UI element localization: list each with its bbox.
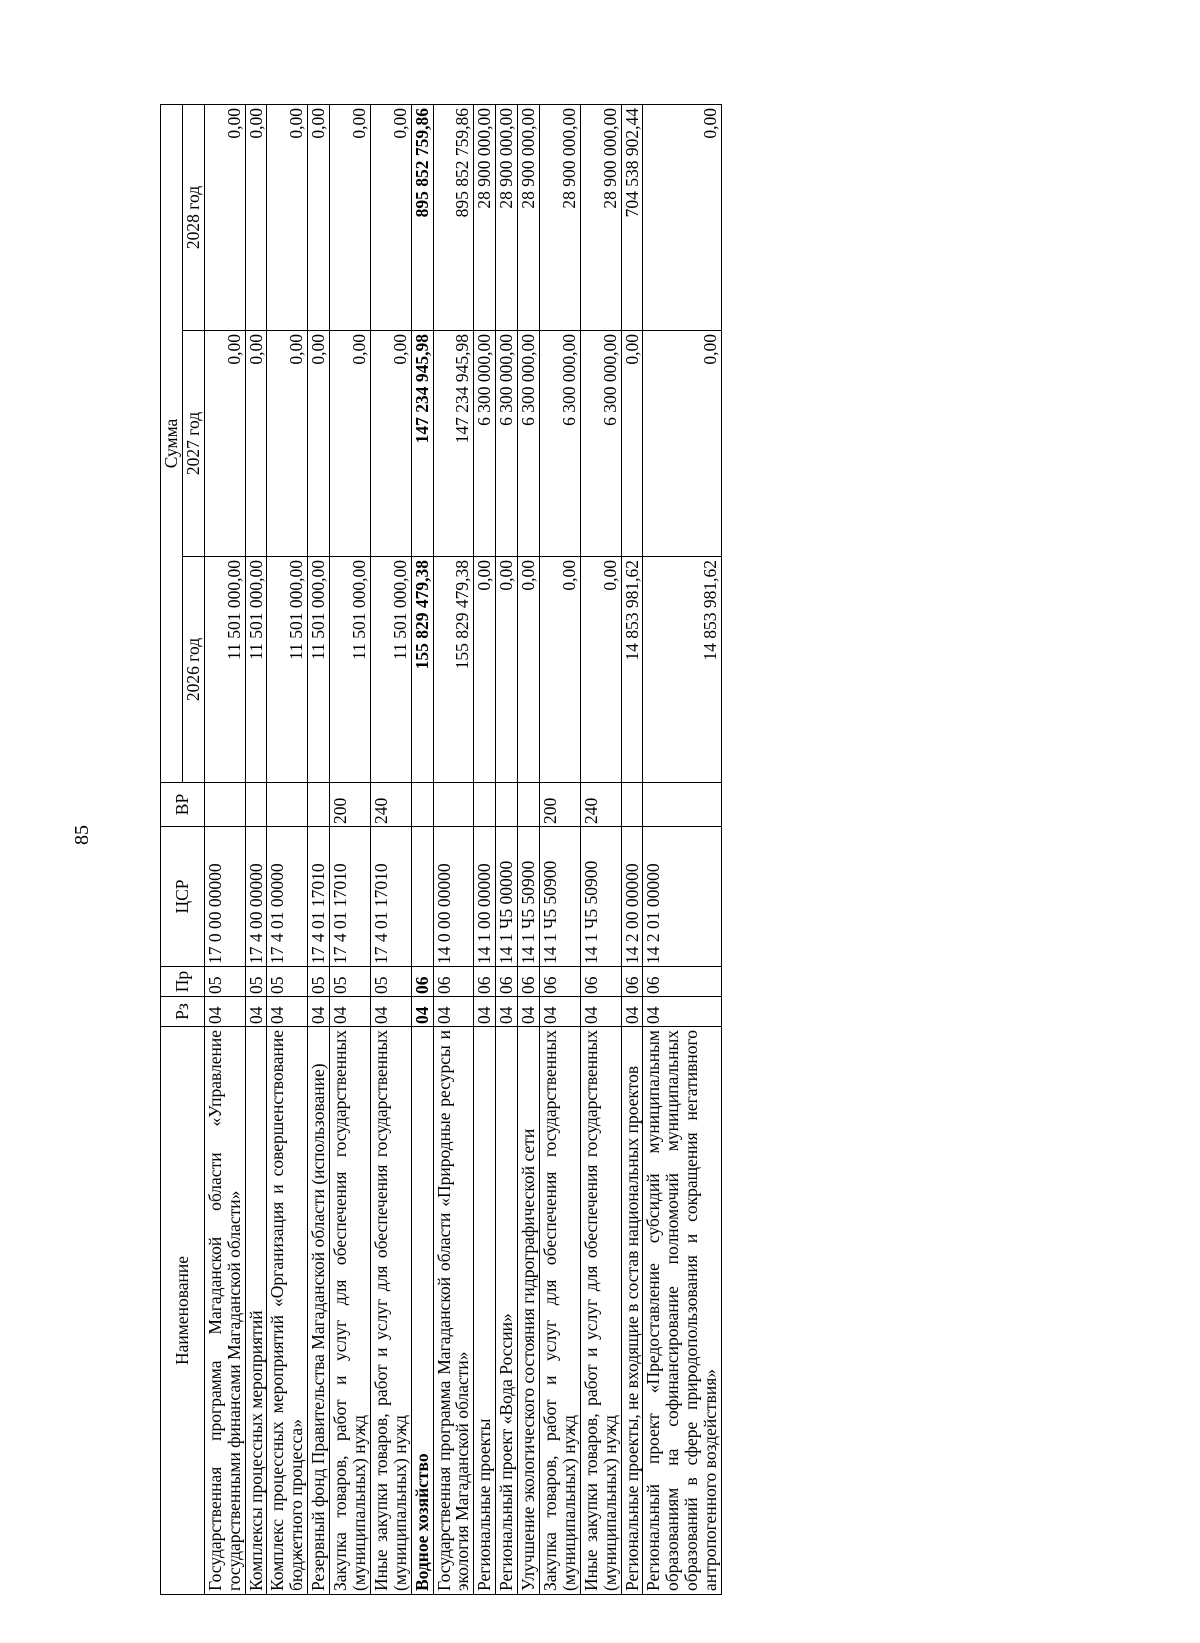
table-row: [621, 104, 643, 1594]
cell-rz: 04: [518, 997, 540, 1027]
cell-rz: 04: [540, 997, 581, 1027]
cell-2026: 155 829 479,38: [433, 557, 474, 783]
cell-csr: [411, 827, 433, 967]
cell-2027: 6 300 000,00: [474, 331, 496, 557]
table-row-total: [411, 104, 433, 1594]
cell-2027: 0,00: [267, 331, 308, 557]
table-row: [580, 104, 621, 1594]
header-rz: Рз: [161, 997, 205, 1027]
cell-vr: [267, 783, 308, 827]
cell-vr: 200: [540, 783, 581, 827]
cell-2027: 0,00: [245, 331, 267, 557]
cell-csr: 17 4 01 17010: [370, 827, 411, 967]
cell-rz: 04: [267, 997, 308, 1027]
table-row: [540, 104, 581, 1594]
header-csr: ЦСР: [161, 827, 205, 967]
cell-2026: 14 853 981,62: [621, 557, 643, 783]
cell-2026: 11 501 000,00: [267, 557, 308, 783]
cell-pr: 05: [308, 967, 330, 997]
header-sum: Сумма: [161, 104, 183, 782]
cell-name: Закупка товаров, работ и услуг для обеспечения государственных (муниципальных) нужд: [330, 1027, 371, 1595]
cell-csr: 17 0 00 00000: [204, 827, 245, 967]
cell-vr: 240: [580, 783, 621, 827]
cell-2028: 704 538 902,44: [621, 104, 643, 330]
cell-name: Водное хозяйство: [411, 1027, 433, 1595]
cell-name: Комплексы процессных мероприятий: [245, 1027, 267, 1595]
cell-pr: 06: [433, 967, 474, 997]
cell-rz: 04: [370, 997, 411, 1027]
cell-2028: 28 900 000,00: [496, 104, 518, 330]
cell-vr: 240: [370, 783, 411, 827]
cell-csr: 14 2 00 00000: [621, 827, 643, 967]
cell-rz: 04: [433, 997, 474, 1027]
cell-rz: 04: [643, 997, 722, 1027]
cell-2027: 6 300 000,00: [580, 331, 621, 557]
table-body: [204, 104, 721, 1594]
cell-2026: 0,00: [540, 557, 581, 783]
cell-2028: 0,00: [245, 104, 267, 330]
header-vr: ВР: [161, 783, 205, 827]
table-row: [496, 104, 518, 1594]
cell-rz: 04: [496, 997, 518, 1027]
cell-pr: 06: [518, 967, 540, 997]
cell-2028: 0,00: [308, 104, 330, 330]
table-row: [245, 104, 267, 1594]
table-row: [204, 104, 245, 1594]
table-row: [518, 104, 540, 1594]
cell-vr: [474, 783, 496, 827]
cell-2027: 6 300 000,00: [518, 331, 540, 557]
cell-csr: 14 1 Ч5 50900: [518, 827, 540, 967]
cell-rz: 04: [308, 997, 330, 1027]
cell-2028: 28 900 000,00: [540, 104, 581, 330]
cell-2028: 0,00: [643, 104, 722, 330]
cell-vr: [308, 783, 330, 827]
cell-name: Иные закупки товаров, работ и услуг для обеспечения государственных (муниципальных) нужд: [370, 1027, 411, 1595]
cell-csr: 14 1 00 00000: [474, 827, 496, 967]
cell-2027: 0,00: [621, 331, 643, 557]
cell-pr: 06: [643, 967, 722, 997]
cell-name: Комплекс процессных мероприятий «Организация и совершенствование бюджетного процесса»: [267, 1027, 308, 1595]
cell-2027: 0,00: [370, 331, 411, 557]
cell-vr: [621, 783, 643, 827]
cell-rz: 04: [474, 997, 496, 1027]
cell-2027: 6 300 000,00: [496, 331, 518, 557]
cell-vr: 200: [330, 783, 371, 827]
cell-2027: 0,00: [643, 331, 722, 557]
cell-2028: 0,00: [204, 104, 245, 330]
cell-pr: 05: [370, 967, 411, 997]
cell-pr: 06: [580, 967, 621, 997]
cell-pr: 05: [330, 967, 371, 997]
rotated-table-container: [160, 105, 1020, 1595]
cell-rz: 04: [621, 997, 643, 1027]
header-2026: 2026 год: [182, 557, 204, 783]
cell-2027: 6 300 000,00: [540, 331, 581, 557]
cell-name: Закупка товаров, работ и услуг для обеспечения государственных (муниципальных) нужд: [540, 1027, 581, 1595]
cell-pr: 06: [496, 967, 518, 997]
cell-2028: 0,00: [267, 104, 308, 330]
cell-2026: 14 853 981,62: [643, 557, 722, 783]
cell-2027: 0,00: [330, 331, 371, 557]
table-row: [267, 104, 308, 1594]
cell-2027: 147 234 945,98: [411, 331, 433, 557]
cell-name: Резервный фонд Правительства Магаданской области (использование): [308, 1027, 330, 1595]
header-2028: 2028 год: [182, 104, 204, 330]
cell-2028: 28 900 000,00: [580, 104, 621, 330]
cell-2028: 28 900 000,00: [518, 104, 540, 330]
cell-2026: 11 501 000,00: [308, 557, 330, 783]
cell-2027: 147 234 945,98: [433, 331, 474, 557]
cell-vr: [518, 783, 540, 827]
cell-2027: 0,00: [204, 331, 245, 557]
cell-name: Региональные проекты, не входящие в состав национальных проектов: [621, 1027, 643, 1595]
cell-name: Улучшение экологического состояния гидрографической сети: [518, 1027, 540, 1595]
cell-2026: 0,00: [518, 557, 540, 783]
cell-csr: 14 1 Ч5 50900: [540, 827, 581, 967]
cell-csr: 17 4 01 17010: [330, 827, 371, 967]
cell-pr: 06: [411, 967, 433, 997]
cell-csr: 17 4 01 00000: [267, 827, 308, 967]
cell-vr: [411, 783, 433, 827]
cell-vr: [433, 783, 474, 827]
cell-csr: 17 4 00 00000: [245, 827, 267, 967]
table-row: [433, 104, 474, 1594]
cell-csr: 14 0 00 00000: [433, 827, 474, 967]
cell-2028: 0,00: [370, 104, 411, 330]
table-row: [474, 104, 496, 1594]
cell-pr: 06: [540, 967, 581, 997]
cell-rz: 04: [330, 997, 371, 1027]
cell-csr: 14 1 Ч5 50900: [580, 827, 621, 967]
table-row: [370, 104, 411, 1594]
budget-table: [160, 104, 722, 1595]
cell-pr: 05: [245, 967, 267, 997]
cell-csr: 14 2 01 00000: [643, 827, 722, 967]
cell-name: Государственная программа Магаданской области «Управление государственными финансами Магаданской области»: [204, 1027, 245, 1595]
page-number: 85: [71, 825, 93, 845]
cell-pr: 05: [204, 967, 245, 997]
cell-2028: 0,00: [330, 104, 371, 330]
cell-vr: [245, 783, 267, 827]
cell-pr: 05: [267, 967, 308, 997]
cell-2026: 11 501 000,00: [370, 557, 411, 783]
cell-rz: 04: [204, 997, 245, 1027]
cell-name: Государственная программа Магаданской области «Природные ресурсы и экология Магаданской области»: [433, 1027, 474, 1595]
table-row: [643, 104, 722, 1594]
cell-2026: 155 829 479,38: [411, 557, 433, 783]
cell-vr: [204, 783, 245, 827]
cell-vr: [643, 783, 722, 827]
cell-csr: 14 1 Ч5 00000: [496, 827, 518, 967]
cell-rz: 04: [411, 997, 433, 1027]
table-row: [308, 104, 330, 1594]
cell-name: Иные закупки товаров, работ и услуг для обеспечения государственных (муниципальных) нужд: [580, 1027, 621, 1595]
cell-pr: 06: [474, 967, 496, 997]
cell-2026: 0,00: [580, 557, 621, 783]
header-name: Наименование: [161, 1027, 205, 1595]
cell-rz: 04: [580, 997, 621, 1027]
table-row: [330, 104, 371, 1594]
cell-name: Региональные проекты: [474, 1027, 496, 1595]
cell-2026: 11 501 000,00: [204, 557, 245, 783]
cell-2026: 0,00: [496, 557, 518, 783]
cell-pr: 06: [621, 967, 643, 997]
cell-2028: 28 900 000,00: [474, 104, 496, 330]
cell-2028: 895 852 759,86: [433, 104, 474, 330]
cell-csr: 17 4 01 17010: [308, 827, 330, 967]
cell-2028: 895 852 759,86: [411, 104, 433, 330]
cell-name: Региональный проект «Вода России»: [496, 1027, 518, 1595]
cell-2026: 11 501 000,00: [330, 557, 371, 783]
cell-rz: 04: [245, 997, 267, 1027]
cell-2026: 0,00: [474, 557, 496, 783]
cell-name: Региональный проект «Предоставление субсидий муниципальным образованиям на софинансирование полномочий муниципальных образований в сфере природопользования и сокращения негативного антропогенного воздействия»: [643, 1027, 722, 1595]
cell-vr: [496, 783, 518, 827]
header-pr: Пр: [161, 967, 205, 997]
cell-2027: 0,00: [308, 331, 330, 557]
header-2027: 2027 год: [182, 331, 204, 557]
cell-2026: 11 501 000,00: [245, 557, 267, 783]
